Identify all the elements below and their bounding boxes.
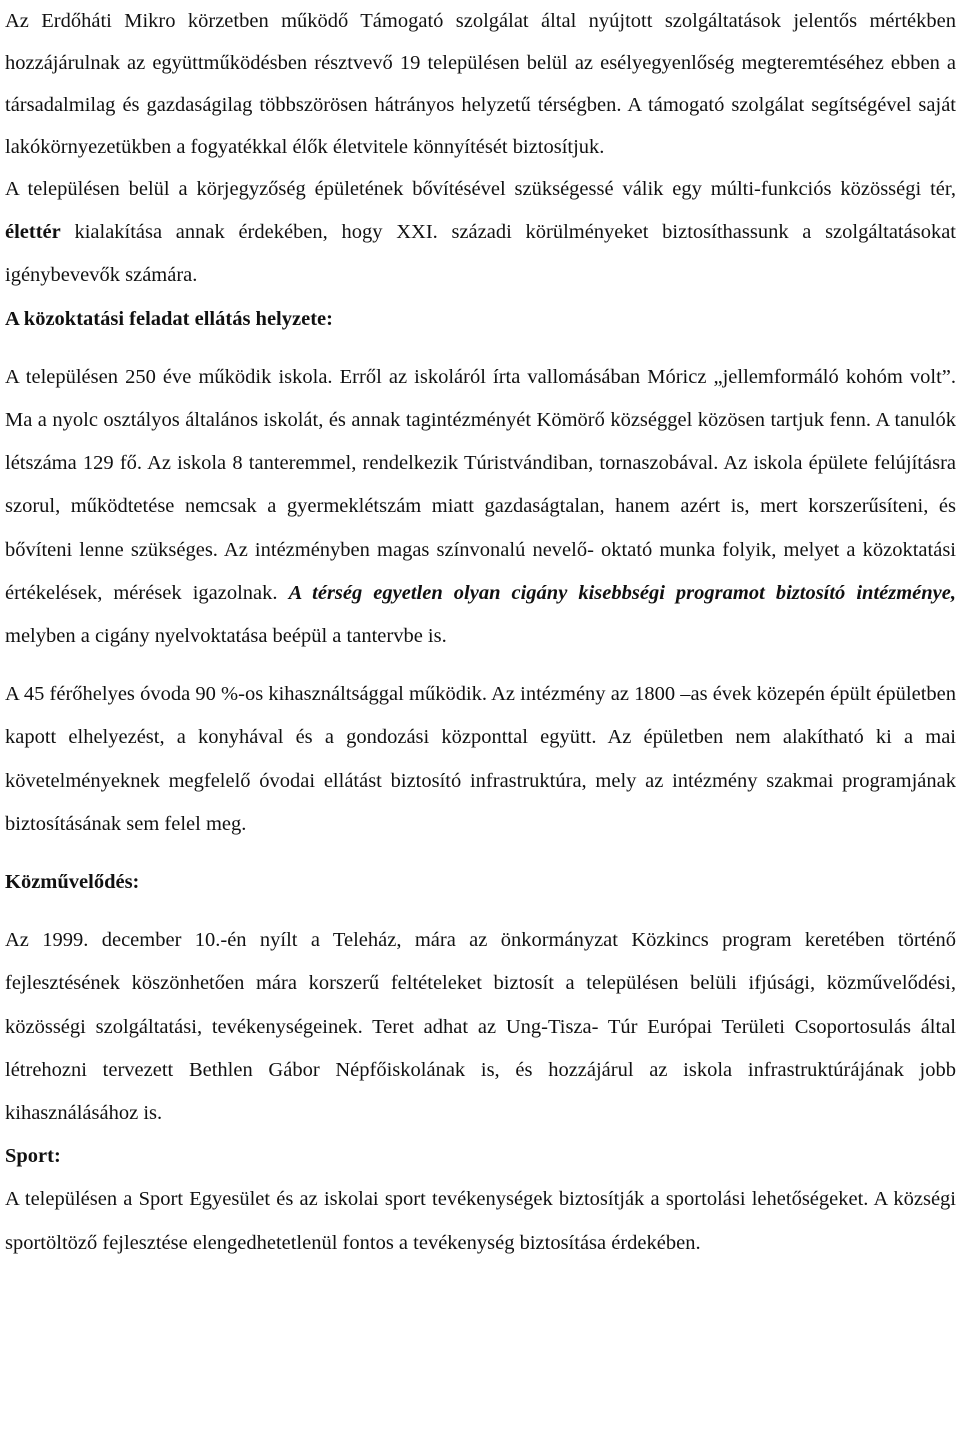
spacer	[5, 846, 956, 861]
emphasis-minority-program: A térség egyetlen olyan cigány kisebbségi programot biztosító intézménye,	[288, 581, 956, 604]
bold-term-elletter: élettér	[5, 221, 61, 244]
spacer	[5, 341, 956, 356]
paragraph-sport: A településen a Sport Egyesület és az iskolai sport tevékenységek biztosítják a sportolási lehetőségeket. A községi sportöltöző fejlesztése elengedhetetlenül fontos a tevékenység biztosítása érdekében.	[5, 1188, 956, 1254]
paragraph-community-space	[5, 168, 956, 298]
text-run: kialakítása annak érdekében, hogy XXI. századi körülményeket biztosíthassunk a szolgáltatásokat igénybevevők számára.	[5, 221, 956, 287]
spacer	[5, 658, 956, 673]
heading-public-education: A közoktatási feladat ellátás helyzete:	[5, 307, 333, 330]
text-run: A településen 250 éve működik iskola. Erről az iskoláról írta vallomásában Móricz „jellemformáló kohóm volt”. Ma a nyolc osztályos általános iskolát, és annak tagintézményét Kömörő községgel közösen tartjuk fenn. A tanulók létszáma 129 fő. Az iskola 8 tanteremmel, rendelkezik Túristvándiban, tornaszobával. Az iskola épülete felújításra szorul, működtetése nemcsak a gyermeklétszám miatt gazdaságtalan, hanem azért is, mert korszerűsíteni, és bővíteni lenne szükséges. Az intézményben magas színvonalú nevelő- oktató munka folyik, melyet a közoktatási értékelések, mérések igazolnak.	[5, 365, 956, 604]
text-run: melyben a cigány nyelvoktatása beépül a tantervbe is.	[5, 625, 447, 648]
paragraph-support-service: Az Erdőháti Mikro körzetben működő Támogató szolgálat által nyújtott szolgáltatások jelentős mértékben hozzájárulnak az együttműködésben résztvevő 19 településen belül az esélyegyenlőség megteremtéséhez ebben a társadalmilag és gazdaságilag többszörösen hátrányos helyzetű térségben. A támogató szolgálat segítségével saját lakókörnyezetükben a fogyatékkal élők életvitele könnyítését biztosítjuk.	[5, 10, 956, 158]
paragraph-kindergarten: A 45 férőhelyes óvoda 90 %-os kihasználtsággal működik. Az intézmény az 1800 –as évek közepén épült épületben kapott elhelyezést, a konyhával és a gondozási központtal együtt. Az épületben nem alakítható ki a mai követelményeknek megfelelő óvodai ellátást biztosító infrastruktúra, mely az intézmény szakmai programjának biztosításának sem felel meg.	[5, 683, 956, 835]
heading-culture: Közművelődés:	[5, 871, 140, 894]
document-page	[5, 0, 956, 1265]
heading-sport: Sport:	[5, 1145, 61, 1168]
paragraph-school	[5, 356, 956, 658]
text-run: A településen belül a körjegyzőség épületének bővítésével szükségessé válik egy múlti-funkciós közösségi tér,	[5, 178, 956, 200]
paragraph-telehaz: Az 1999. december 10.-én nyílt a Teleház, mára az önkormányzat Közkincs program keretében történő fejlesztésének köszönhetően mára korszerű feltételeket biztosít a településen belüli ifjúsági, közművelődési, közösségi szolgáltatási, tevékenységeinek. Teret adhat az Ung-Tisza- Túr Európai Területi Csoportosulás által létrehozni tervezett Bethlen Gábor Népfőiskolának is, és hozzájárul az iskola infrastruktúrájának jobb kihasználásához is.	[5, 929, 956, 1125]
spacer	[5, 904, 956, 919]
